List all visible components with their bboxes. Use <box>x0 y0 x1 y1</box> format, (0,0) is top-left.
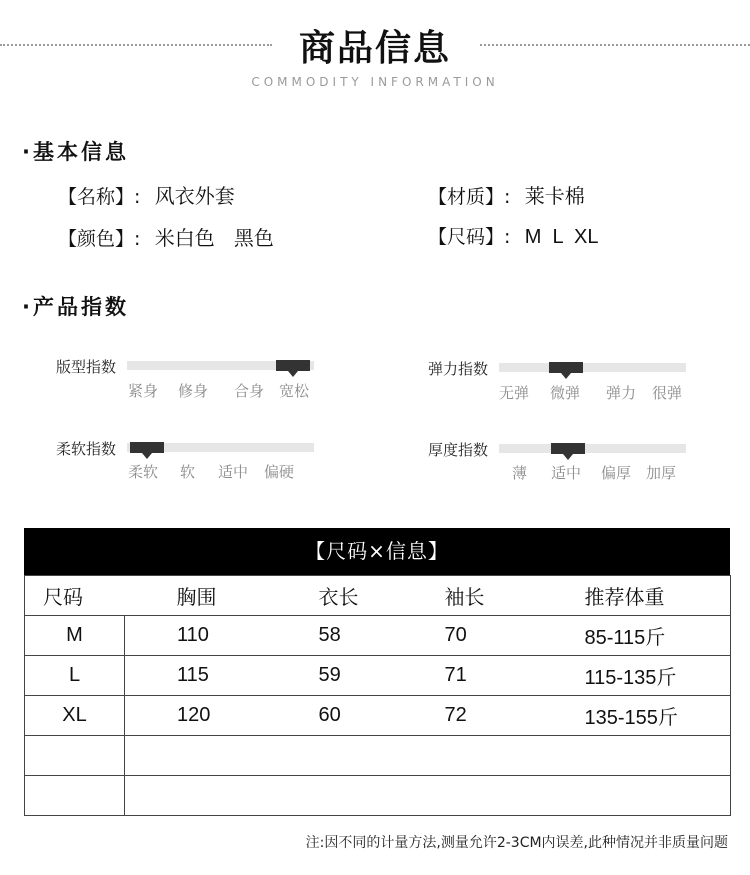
material-value: 莱卡棉 <box>524 184 585 208</box>
cell-weight <box>537 776 731 816</box>
size-row <box>428 222 599 249</box>
size-table <box>24 528 730 816</box>
header-length: 衣长 <box>267 576 405 616</box>
cell-size: XL <box>25 696 125 736</box>
name-value: 风衣外套 <box>154 184 235 208</box>
color-value: 米白色 黑色 <box>154 226 274 250</box>
elasticity-index-label: 弹力指数 <box>428 360 489 378</box>
table-row <box>25 776 731 816</box>
cell-length: 60 <box>267 696 405 736</box>
header-chest: 胸围 <box>125 576 267 616</box>
table-row <box>25 696 731 736</box>
size-key: 【尺码】: <box>428 226 511 248</box>
softness-tick-0: 柔软 <box>128 463 159 481</box>
softness-tick-2: 适中 <box>218 463 249 481</box>
cell-length <box>267 776 405 816</box>
cell-chest: 115 <box>125 656 267 696</box>
fit-index-marker <box>276 360 310 371</box>
size-table-grid <box>24 575 731 816</box>
cell-chest <box>125 736 267 776</box>
header-sleeve: 袖长 <box>405 576 537 616</box>
size-table-title: 【尺码×信息】 <box>24 528 730 575</box>
table-header-row <box>25 576 731 616</box>
material-key: 【材质】: <box>428 186 511 208</box>
thickness-index-label: 厚度指数 <box>428 441 489 459</box>
fit-tick-0: 紧身 <box>128 382 159 400</box>
page-subtitle: COMMODITY INFORMATION <box>251 75 499 89</box>
page-title: 商品信息 <box>298 28 451 69</box>
cell-weight: 135-155斤 <box>537 696 731 736</box>
table-row <box>25 616 731 656</box>
cell-sleeve: 71 <box>405 656 537 696</box>
cell-size: L <box>25 656 125 696</box>
thickness-tick-1: 适中 <box>551 464 582 482</box>
cell-size <box>25 776 125 816</box>
fit-tick-3: 宽松 <box>279 382 310 400</box>
thickness-tick-3: 加厚 <box>646 464 677 482</box>
elasticity-tick-3: 很弹 <box>652 384 683 402</box>
cell-weight: 115-135斤 <box>537 656 731 696</box>
header-weight: 推荐体重 <box>537 576 731 616</box>
fit-index-label: 版型指数 <box>56 358 117 376</box>
cell-sleeve <box>405 736 537 776</box>
elasticity-tick-1: 微弹 <box>550 384 581 402</box>
color-row <box>58 222 274 251</box>
elasticity-tick-0: 无弹 <box>499 384 530 402</box>
fit-tick-1: 修身 <box>178 382 209 400</box>
product-index-heading: ·产品指数 <box>22 295 129 319</box>
header-size: 尺码 <box>25 576 125 616</box>
table-row <box>25 736 731 776</box>
cell-length: 59 <box>267 656 405 696</box>
softness-index-label: 柔软指数 <box>56 440 117 458</box>
elasticity-index-track <box>499 363 686 372</box>
measurement-note: 注:因不同的计量方法,测量允许2-3CM内误差,此种情况并非质量问题 <box>305 835 728 851</box>
softness-tick-1: 软 <box>180 463 196 481</box>
cell-sleeve: 70 <box>405 616 537 656</box>
cell-length <box>267 736 405 776</box>
cell-sleeve <box>405 776 537 816</box>
cell-chest <box>125 776 267 816</box>
color-key: 【颜色】: <box>58 228 141 250</box>
cell-sleeve: 72 <box>405 696 537 736</box>
fit-tick-2: 合身 <box>234 382 265 400</box>
material-row <box>428 180 585 209</box>
cell-length: 58 <box>267 616 405 656</box>
name-key: 【名称】: <box>58 186 141 208</box>
softness-tick-3: 偏硬 <box>264 463 295 481</box>
softness-index-marker <box>130 442 164 453</box>
cell-size: M <box>25 616 125 656</box>
cell-weight <box>537 736 731 776</box>
basic-info-heading: ·基本信息 <box>22 140 129 164</box>
size-value: M L XL <box>524 226 599 248</box>
thickness-tick-0: 薄 <box>512 464 528 482</box>
table-row <box>25 656 731 696</box>
cell-chest: 120 <box>125 696 267 736</box>
cell-size <box>25 736 125 776</box>
cell-weight: 85-115斤 <box>537 616 731 656</box>
cell-chest: 110 <box>125 616 267 656</box>
elasticity-index-marker <box>549 362 583 373</box>
thickness-index-track <box>499 444 686 453</box>
thickness-index-marker <box>551 443 585 454</box>
elasticity-tick-2: 弹力 <box>606 384 637 402</box>
thickness-tick-2: 偏厚 <box>601 464 632 482</box>
name-row <box>58 180 235 209</box>
